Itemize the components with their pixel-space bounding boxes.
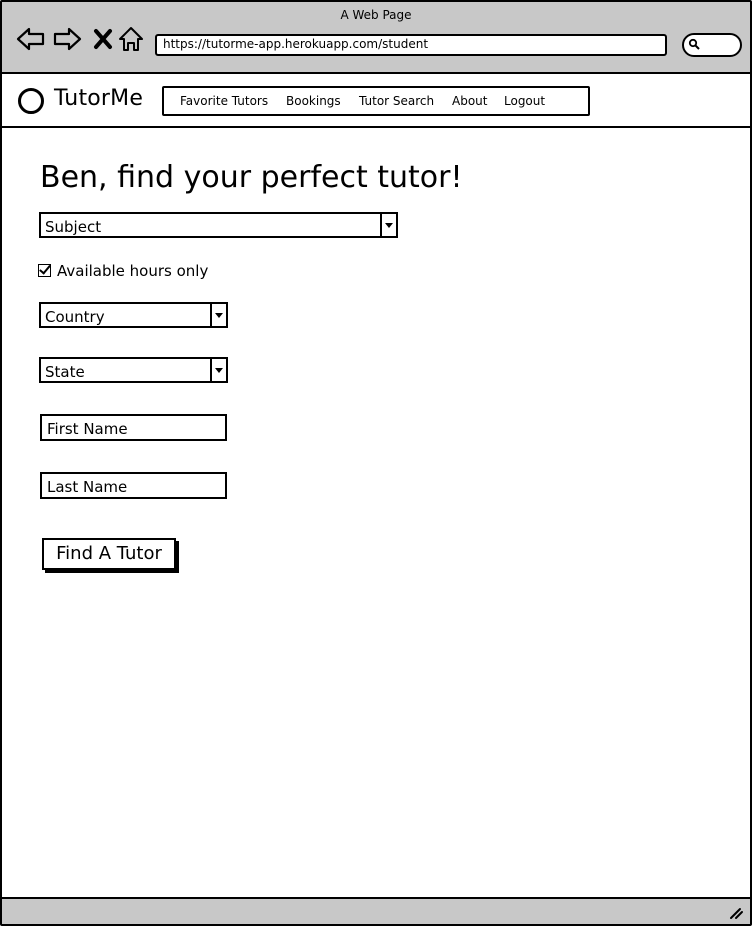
first-name-placeholder: First Name bbox=[47, 420, 128, 438]
checkbox-checked-icon[interactable] bbox=[38, 264, 51, 277]
chevron-down-icon[interactable] bbox=[210, 304, 226, 326]
browser-chrome bbox=[2, 2, 750, 74]
nav-tutor-search[interactable]: Tutor Search bbox=[359, 94, 435, 108]
forward-arrow-icon[interactable] bbox=[52, 24, 82, 54]
available-hours-checkbox[interactable] bbox=[38, 262, 208, 280]
url-text: https://tutorme-app.herokuapp.com/student bbox=[163, 37, 429, 51]
state-select-value: State bbox=[45, 363, 85, 381]
search-icon bbox=[688, 38, 700, 50]
browser-status-bar bbox=[2, 897, 750, 924]
nav-logout[interactable]: Logout bbox=[504, 94, 546, 108]
page-title: Ben, find your perfect tutor! bbox=[40, 160, 463, 195]
subject-select[interactable] bbox=[39, 212, 398, 238]
country-select-value: Country bbox=[45, 308, 105, 326]
state-select[interactable] bbox=[39, 357, 228, 383]
chevron-down-icon[interactable] bbox=[210, 359, 226, 381]
site-header bbox=[2, 74, 750, 128]
home-icon[interactable] bbox=[116, 24, 146, 54]
window-title: A Web Page bbox=[340, 8, 412, 22]
find-a-tutor-button[interactable]: Find A Tutor bbox=[42, 538, 176, 570]
nav-favorite-tutors[interactable]: Favorite Tutors bbox=[180, 94, 269, 108]
last-name-placeholder: Last Name bbox=[47, 478, 128, 496]
subject-select-value: Subject bbox=[45, 218, 102, 236]
logo-circle-icon bbox=[18, 88, 44, 114]
browser-search[interactable] bbox=[682, 33, 742, 57]
country-select[interactable] bbox=[39, 302, 228, 328]
resize-grip-icon[interactable] bbox=[728, 906, 744, 920]
first-name-field[interactable] bbox=[40, 414, 227, 441]
chevron-down-icon[interactable] bbox=[380, 214, 396, 236]
nav-menu bbox=[162, 86, 590, 116]
address-bar[interactable] bbox=[155, 34, 667, 56]
last-name-field[interactable] bbox=[40, 472, 227, 499]
app-logo-text[interactable]: TutorMe bbox=[54, 86, 144, 111]
nav-bookings[interactable]: Bookings bbox=[286, 94, 341, 108]
back-arrow-icon[interactable] bbox=[16, 24, 46, 54]
available-hours-label: Available hours only bbox=[57, 262, 209, 280]
nav-about[interactable]: About bbox=[452, 94, 488, 108]
